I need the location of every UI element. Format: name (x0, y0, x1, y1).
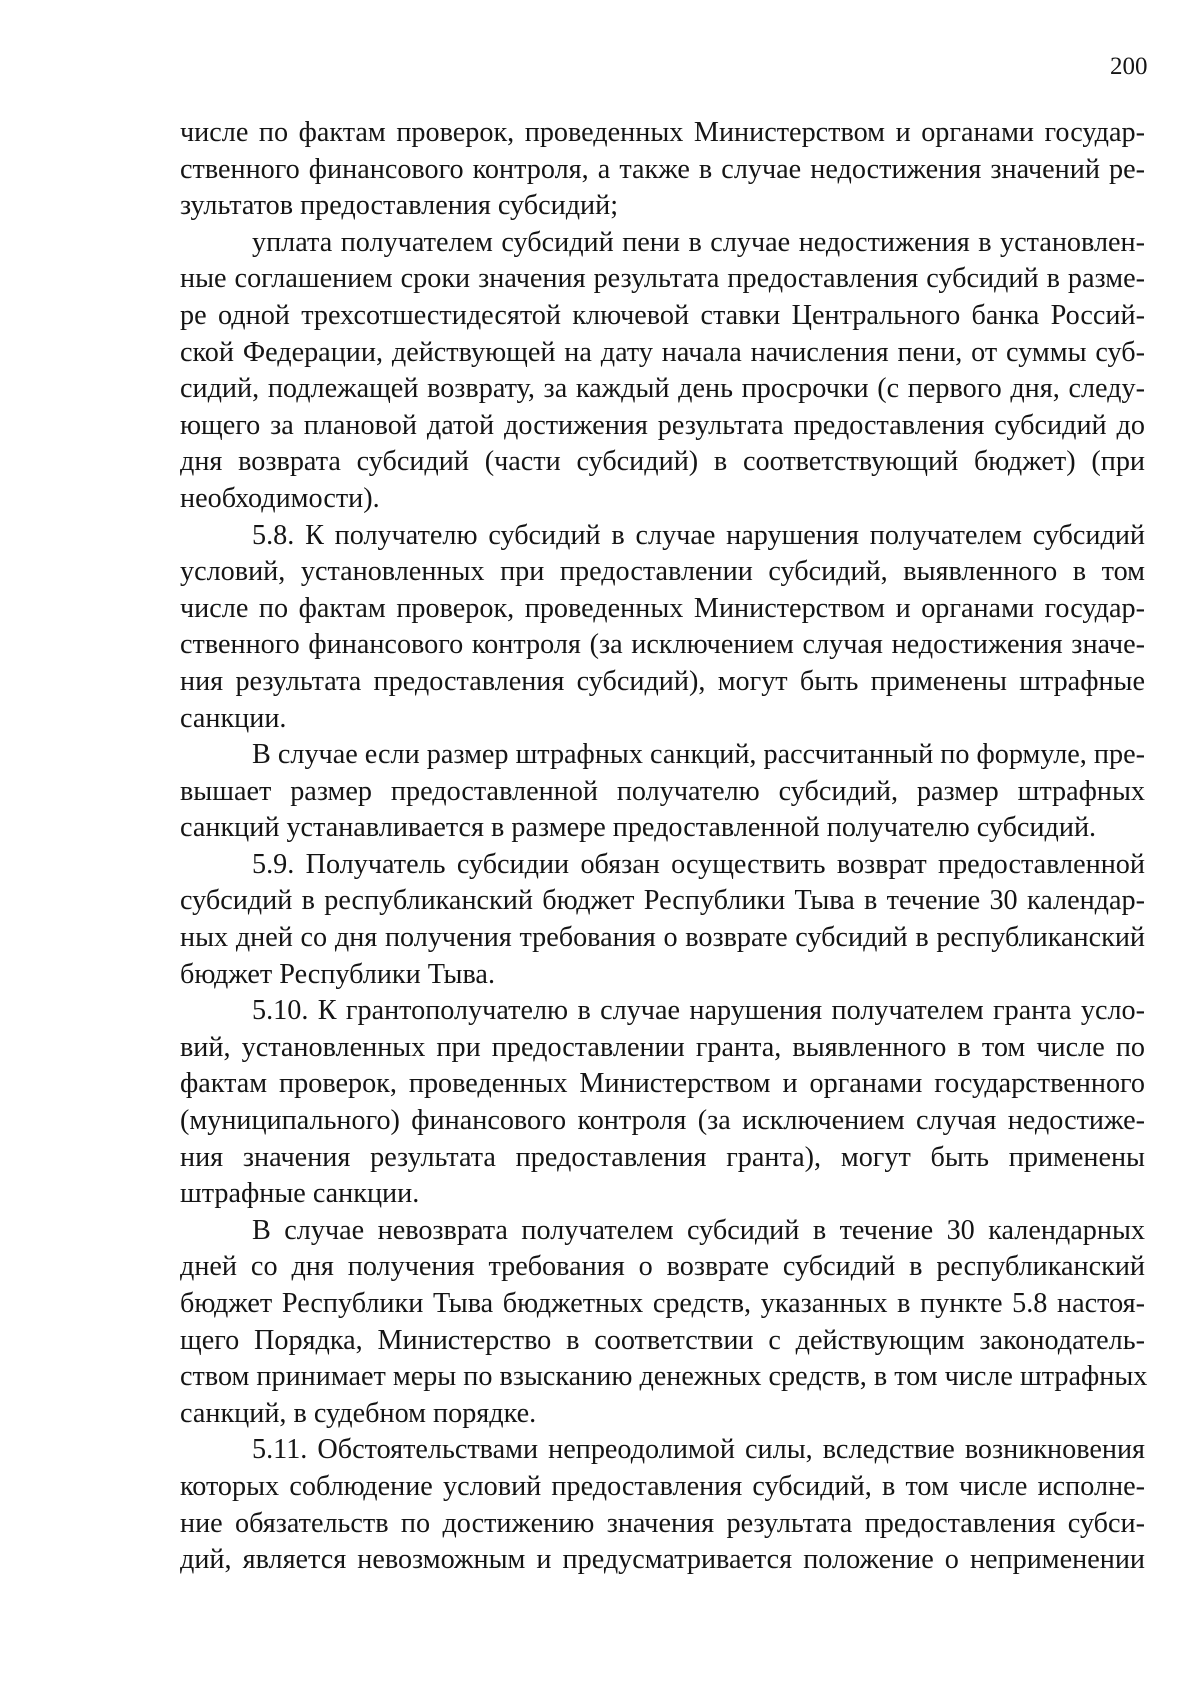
text-line: ственного финансового контроля (за исключением случая недостижения значе- (180, 629, 1145, 661)
paragraph (180, 1213, 1148, 1433)
text-line: ством принимает меры по взысканию денежных средств, в том числе штрафных (180, 1361, 1148, 1393)
text-line: ные соглашением сроки значения результата предоставления субсидий в разме- (180, 263, 1145, 295)
text-line: ние обязательств по достижению значения результата предоставления субси- (180, 1507, 1145, 1539)
text-line: фактам проверок, проведенных Министерством и органами государственного (180, 1068, 1145, 1100)
text-line: числе по фактам проверок, проведенных Министерством и органами государ- (180, 592, 1145, 624)
page-number: 200 (1110, 53, 1148, 80)
text-line: вышает размер предоставленной получателю субсидий, размер штрафных (180, 775, 1145, 807)
text-line: ской Федерации, действующей на дату начала начисления пени, от суммы суб- (180, 336, 1145, 368)
text-line: санкции. (180, 702, 287, 734)
text-line: 5.11. Обстоятельствами непреодолимой силы, вследствие возникновения (252, 1434, 1145, 1466)
paragraph (180, 993, 1145, 1213)
text-line: 5.10. К грантополучателю в случае нарушения получателем гранта усло- (252, 995, 1145, 1027)
text-line: вий, установленных при предоставлении гранта, выявленного в том числе по (180, 1031, 1145, 1063)
paragraph (180, 1432, 1145, 1578)
document-body (180, 115, 1148, 1579)
text-line: дня возврата субсидий (части субсидий) в соответствующий бюджет) (при (180, 446, 1145, 478)
text-line: штрафные санкции. (180, 1178, 420, 1210)
text-line: субсидий в республиканский бюджет Республики Тыва в течение 30 календар- (180, 885, 1145, 917)
paragraph (180, 225, 1145, 518)
paragraph (180, 737, 1145, 847)
text-line: ния значения результата предоставления гранта), могут быть применены (180, 1141, 1145, 1173)
text-line: В случае если размер штрафных санкций, рассчитанный по формуле, пре- (252, 739, 1145, 771)
text-line: санкций, в судебном порядке. (180, 1397, 537, 1429)
text-line: бюджет Республики Тыва бюджетных средств, указанных в пункте 5.8 настоя- (180, 1288, 1145, 1319)
paragraph (180, 518, 1145, 738)
text-line: ющего за плановой датой достижения результата предоставления субсидий до (180, 409, 1145, 441)
text-line: сидий, подлежащей возврату, за каждый день просрочки (с первого дня, следу- (180, 373, 1145, 405)
paragraph (180, 115, 1145, 225)
text-line: ных дней со дня получения требования о возврате субсидий в республиканский (180, 922, 1145, 954)
text-line: уплата получателем субсидий пени в случае недостижения в установлен- (252, 226, 1145, 258)
text-line: условий, установленных при предоставлении субсидий, выявленного в том (180, 556, 1145, 588)
text-line: ре одной трехсотшестидесятой ключевой ставки Центрального банка Россий- (180, 299, 1145, 331)
text-line: необходимости). (180, 482, 380, 514)
text-line: ственного финансового контроля, а также в случае недостижения значений ре- (180, 153, 1145, 185)
text-line: дней со дня получения требования о возврате субсидий в республиканский (180, 1251, 1145, 1283)
text-line: ния результата предоставления субсидий), могут быть применены штрафные (180, 665, 1145, 697)
text-line: которых соблюдение условий предоставления субсидий, в том числе исполне- (180, 1470, 1145, 1502)
text-line: 5.9. Получатель субсидии обязан осуществить возврат предоставленной (252, 848, 1145, 880)
text-line: В случае невозврата получателем субсидий в течение 30 календарных (252, 1214, 1145, 1246)
text-line: санкций устанавливается в размере предоставленной получателю субсидий. (180, 812, 1097, 844)
text-line: дий, является невозможным и предусматривается положение о неприменении (180, 1544, 1145, 1576)
paragraph (180, 847, 1145, 993)
text-line: числе по фактам проверок, проведенных Министерством и органами государ- (180, 117, 1145, 148)
text-line: бюджет Республики Тыва. (180, 958, 495, 990)
text-line: 5.8. К получателю субсидий в случае нарушения получателем субсидий (252, 519, 1145, 551)
text-line: зультатов предоставления субсидий; (180, 190, 619, 222)
text-line: щего Порядка, Министерство в соответствии с действующим законодатель- (180, 1324, 1145, 1356)
text-line: (муниципального) финансового контроля (за исключением случая недостиже- (180, 1105, 1145, 1137)
